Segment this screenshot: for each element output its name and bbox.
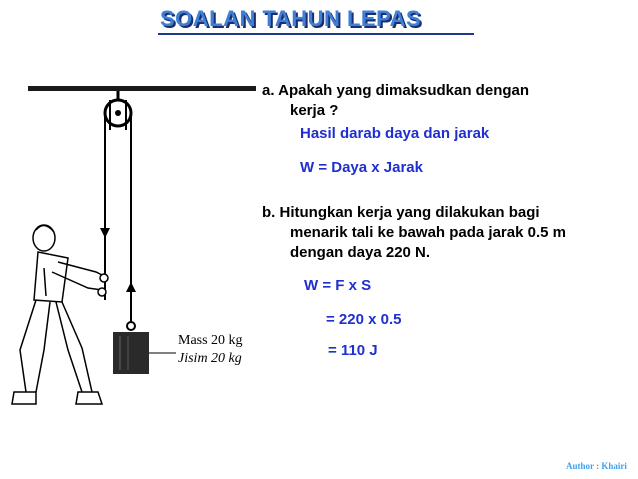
author-credit: Author : Khairi — [566, 461, 627, 471]
question-b-line1: b. Hitungkan kerja yang dilakukan bagi — [262, 204, 540, 221]
ceiling-bar — [28, 86, 256, 91]
jisim-label: Jisim 20 kg — [178, 351, 242, 366]
question-a-line2: kerja ? — [290, 102, 339, 119]
slide-title: SOALAN TAHUN LEPAS — [160, 6, 422, 31]
answer-a-line2: W = Daya x Jarak — [300, 159, 423, 176]
arrow-down-icon — [100, 212, 110, 238]
question-b — [262, 203, 566, 263]
answer-b-line3: = 110 J — [328, 342, 378, 359]
question-a-line1: a. Apakah yang dimaksudkan dengan — [262, 82, 530, 99]
arrow-up-icon — [126, 282, 136, 300]
mass-label: Mass 20 kg — [178, 333, 243, 348]
person-figure — [12, 225, 108, 404]
answer-b-line2: = 220 x 0.5 — [326, 311, 402, 328]
question-b-line3: dengan daya 220 N. — [290, 244, 431, 261]
mass-block — [113, 332, 149, 374]
mass-hook — [127, 322, 135, 330]
question-a — [262, 81, 529, 121]
answer-b-line1: W = F x S — [304, 277, 372, 294]
pulley-figure — [0, 0, 260, 479]
answer-a-line1: Hasil darab daya dan jarak — [300, 125, 490, 142]
question-b-line2: menarik tali ke bawah pada jarak 0.5 m — [290, 224, 566, 241]
